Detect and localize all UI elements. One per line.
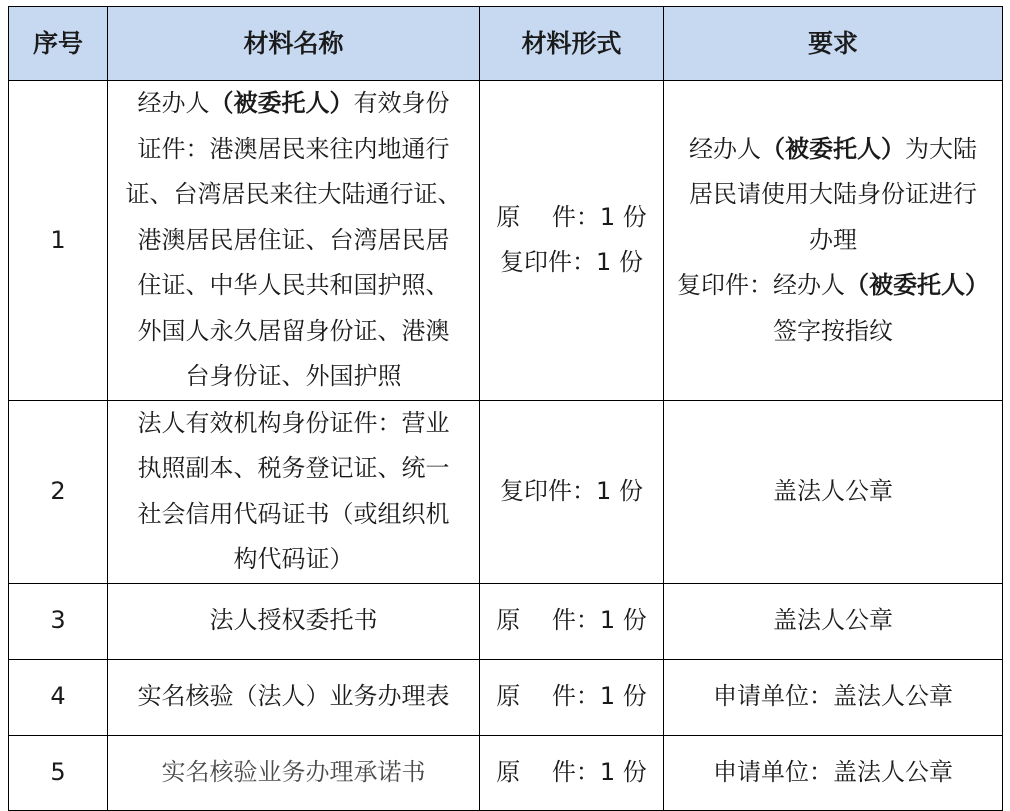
requirement: 申请单位：盖法人公章 <box>664 735 1003 810</box>
bold-text: （被委托人） <box>209 89 354 117</box>
text-line: 居民请使用大陆身份证进行 <box>689 180 977 208</box>
table-row <box>9 81 1003 401</box>
header-form: 材料形式 <box>480 7 664 81</box>
text-part: 经办人 <box>137 89 210 117</box>
table-row <box>9 583 1003 659</box>
text-line <box>114 81 473 127</box>
material-form: 原 件：1 份 <box>480 659 664 735</box>
text-line: 证、台湾居民来往大陆通行证、 <box>125 180 462 208</box>
text-line: 复印件：1 份 <box>500 248 643 277</box>
requirement: 申请单位：盖法人公章 <box>664 659 1003 735</box>
row-number: 3 <box>9 583 108 659</box>
table-row <box>9 659 1003 735</box>
text-line: 构代码证） <box>233 545 354 573</box>
material-form <box>480 81 664 401</box>
text-line <box>670 127 996 173</box>
material-name: 法人授权委托书 <box>108 583 480 659</box>
requirement <box>664 81 1003 401</box>
text-part: 有效身份 <box>353 89 450 117</box>
table-row <box>9 735 1003 810</box>
text-line: 办理 <box>809 225 857 254</box>
text-line: 证件：港澳居民来往内地通行 <box>137 134 450 163</box>
header-name: 材料名称 <box>108 7 480 81</box>
text-line: 港澳居民居住证、台湾居民居 <box>137 225 450 254</box>
material-form: 原 件：1 份 <box>480 583 664 659</box>
row-number: 4 <box>9 659 108 735</box>
table-row <box>9 400 1003 583</box>
bold-text: （被委托人） <box>761 134 905 163</box>
header-requirement: 要求 <box>664 7 1003 81</box>
material-name <box>108 400 480 583</box>
text-line: 执照副本、税务登记证、统一 <box>137 454 450 482</box>
row-number: 5 <box>9 735 108 810</box>
text-part: 为大陆 <box>905 134 977 163</box>
material-name <box>108 81 480 401</box>
text-line: 外国人永久居留身份证、港澳 <box>137 316 450 345</box>
row-number: 2 <box>9 400 108 583</box>
requirement: 盖法人公章 <box>664 400 1003 583</box>
text-line: 住证、中华人民共和国护照、 <box>137 271 450 299</box>
requirement: 盖法人公章 <box>664 583 1003 659</box>
text-line: 原 件：1 份 <box>496 202 647 231</box>
material-form: 复印件：1 份 <box>480 400 664 583</box>
material-name: 实名核验（法人）业务办理表 <box>108 659 480 735</box>
header-row <box>9 7 1003 81</box>
materials-table <box>8 6 1003 811</box>
header-no: 序号 <box>9 7 108 81</box>
text-line: 社会信用代码证书（或组织机 <box>137 499 450 528</box>
text-part: 经办人 <box>689 134 761 163</box>
text-line: 签字按指纹 <box>773 316 893 345</box>
text-part: 复印件：经办人 <box>677 271 845 299</box>
material-name: 实名核验业务办理承诺书 <box>108 735 480 810</box>
row-number: 1 <box>9 81 108 401</box>
text-line: 法人有效机构身份证件：营业 <box>137 408 450 437</box>
material-form: 原 件：1 份 <box>480 735 664 810</box>
text-line <box>670 263 996 309</box>
text-line: 台身份证、外国护照 <box>185 362 402 390</box>
bold-text: （被委托人） <box>845 271 989 299</box>
